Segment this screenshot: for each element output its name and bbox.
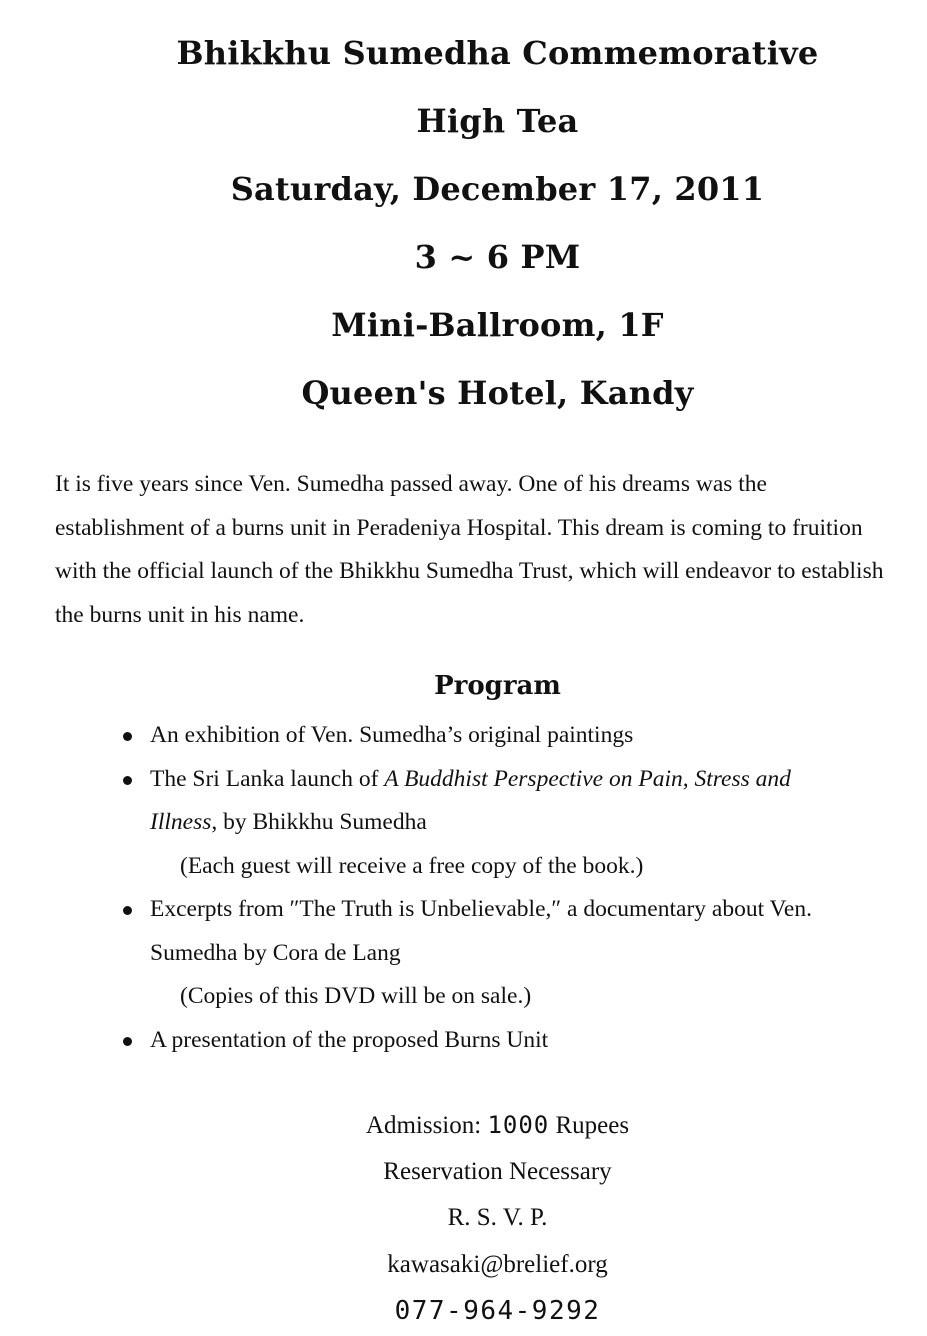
rsvp-label: R. S. V. P. xyxy=(447,1204,548,1231)
admission-unit: Rupees xyxy=(549,1112,630,1139)
event-venue: Queen's Hotel, Kandy xyxy=(301,374,694,412)
reservation-note: Reservation Necessary xyxy=(383,1157,612,1185)
admission-line xyxy=(0,1103,927,1150)
program-item-text: An exhibition of Ven. Sumedha’s original paintings xyxy=(150,722,634,748)
program-item-text: Excerpts from ″The Truth is Unbelievable,″ a documentary about Ven. Sumedha by Cora de Lang xyxy=(150,896,812,966)
intro-paragraph: It is five years since Ven. Sumedha passed away. One of his dreams was the establishment of a burns unit in Peradeniya Hospital. This dream is coming to fruition with the official launch of the Bhikkhu Sumedha Trust, which will endeavor to establish the burns unit in his name. xyxy=(55,471,884,628)
program-item xyxy=(120,888,860,1019)
program-list xyxy=(120,714,860,1062)
book-title: A Buddhist Perspective on Pain, Stress and Illness xyxy=(150,765,791,835)
program-item xyxy=(120,758,860,889)
contact-email: kawasaki@brelief.org xyxy=(387,1250,608,1278)
program-item-note: (Copies of this DVD will be on sale.) xyxy=(180,983,532,1009)
event-subtitle: High Tea xyxy=(416,102,579,140)
event-time: 3 ~ 6 PM xyxy=(414,238,581,276)
event-date: Saturday, December 17, 2011 xyxy=(230,170,765,208)
program-item-note: (Each guest will receive a free copy of the book.) xyxy=(180,852,644,879)
bullet-icon xyxy=(123,1037,132,1046)
event-title: Bhikkhu Sumedha Commemorative xyxy=(176,34,819,72)
bullet-icon xyxy=(123,732,132,741)
footer-info xyxy=(0,1103,927,1336)
event-header xyxy=(0,28,927,436)
bullet-icon xyxy=(123,776,132,785)
admission-amount: 1000 xyxy=(487,1111,550,1139)
program-item xyxy=(120,714,860,758)
event-room: Mini-Ballroom, 1F xyxy=(331,306,664,344)
program-item-suffix: , by Bhikkhu Sumedha xyxy=(211,809,427,835)
program-item xyxy=(120,1019,860,1063)
program-item-prefix: The Sri Lanka launch of xyxy=(150,765,385,792)
contact-phone: 077-964-9292 xyxy=(394,1296,601,1326)
admission-label: Admission: xyxy=(365,1112,488,1139)
program-heading: Program xyxy=(434,671,561,701)
program-item-text: A presentation of the proposed Burns Unit xyxy=(150,1026,549,1053)
bullet-icon xyxy=(123,906,132,915)
